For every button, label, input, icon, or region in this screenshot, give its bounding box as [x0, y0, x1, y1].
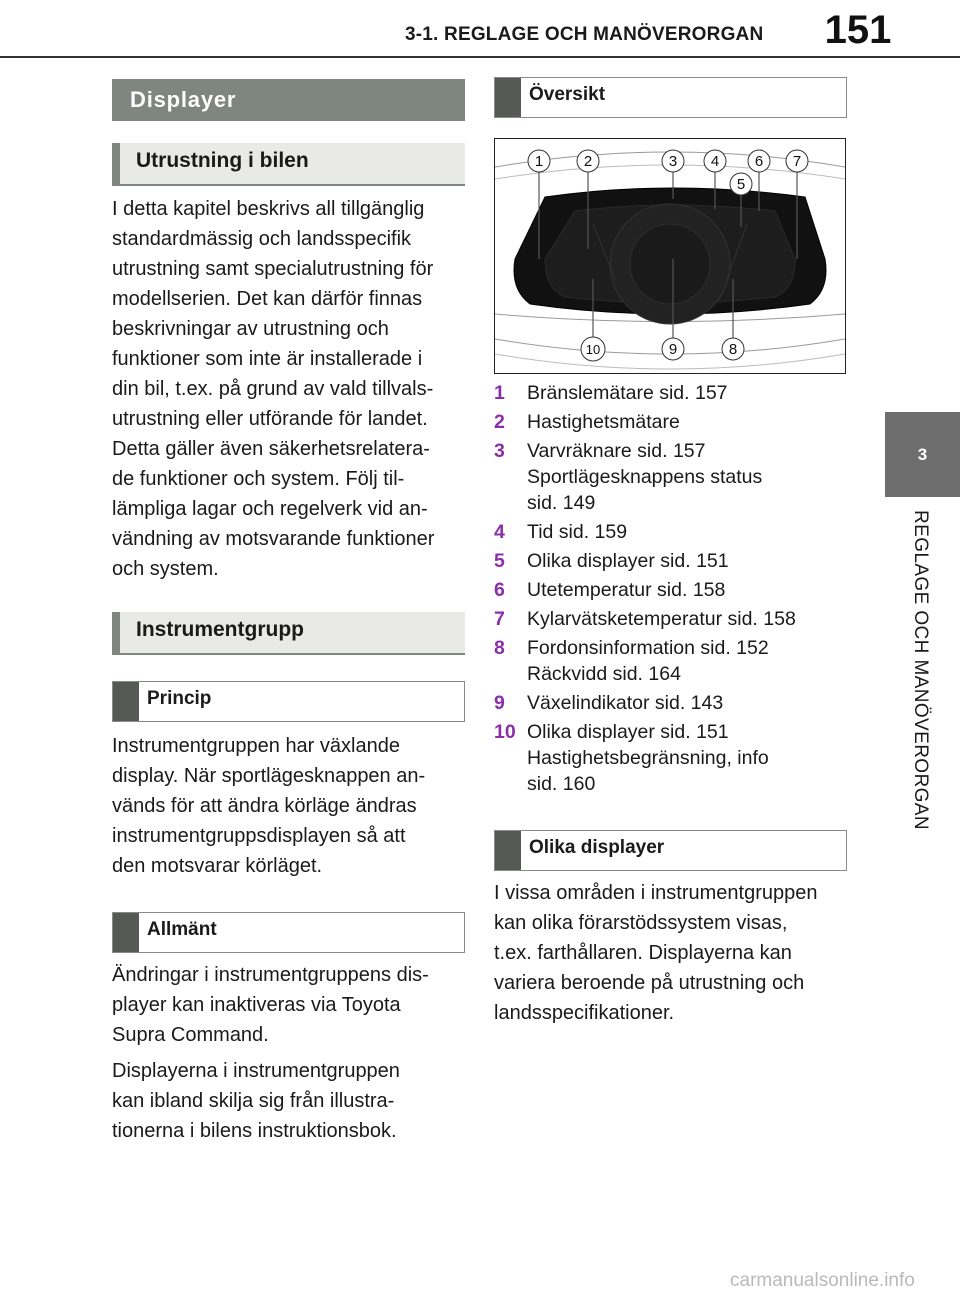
legend-item — [494, 606, 854, 632]
legend-line: Utetemperatur sid. 158 — [527, 579, 726, 601]
text-line: instrumentgruppsdisplayen så att — [112, 825, 406, 847]
legend-item — [494, 438, 854, 516]
text-line: modellserien. Det kan därför finnas — [112, 288, 423, 310]
text-line: din bil, t.ex. på grund av vald tillvals- — [112, 378, 434, 400]
heading-principle — [112, 681, 465, 722]
legend-number: 4 — [494, 521, 505, 543]
various-displays-paragraph — [494, 878, 854, 1028]
legend-line: Kylarvätsketemperatur sid. 158 — [527, 608, 796, 630]
legend-text — [527, 438, 762, 516]
chapter-tab: 3 — [885, 412, 960, 497]
text-line: beskrivningar av utrustning och — [112, 318, 389, 340]
header-divider — [0, 56, 960, 58]
legend-line: sid. 160 — [527, 773, 596, 795]
legend-line: Varvräknare sid. 157 — [527, 440, 706, 462]
legend-text — [527, 635, 769, 687]
legend-number: 6 — [494, 579, 505, 601]
callout-10: 10 — [585, 342, 601, 357]
heading-various-displays — [494, 830, 847, 871]
text-line: player kan inaktiveras via Toyota — [112, 994, 401, 1016]
legend-text — [527, 690, 723, 716]
legend-text — [527, 519, 627, 545]
legend-line: Bränslemätare sid. 157 — [527, 382, 728, 404]
text-line: Ändringar i instrumentgruppens dis- — [112, 964, 429, 986]
text-line: den motsvarar körläget. — [112, 855, 323, 877]
legend-number: 5 — [494, 550, 505, 572]
legend-item — [494, 548, 854, 574]
legend-line: Hastighetsbegränsning, info — [527, 747, 769, 769]
principle-paragraph — [112, 731, 472, 881]
text-line: kan olika förarstödssystem visas, — [494, 912, 788, 934]
legend-line: Sportlägesknappens status — [527, 466, 763, 488]
legend-text — [527, 380, 728, 406]
legend-number: 2 — [494, 411, 505, 433]
legend-text — [527, 606, 796, 632]
text-line: standardmässig och landsspecifik — [112, 228, 412, 250]
running-header: 3-1. REGLAGE OCH MANÖVERORGAN — [405, 24, 764, 45]
text-line: Supra Command. — [112, 1024, 269, 1046]
legend-line: sid. 149 — [527, 492, 596, 514]
callout-7: 7 — [792, 153, 802, 170]
legend-line: Fordonsinformation sid. 152 — [527, 637, 769, 659]
legend-text — [527, 719, 769, 797]
text-line: Detta gäller även säkerhetsrelatera- — [112, 438, 430, 460]
text-line: vändning av motsvarande funktioner — [112, 528, 435, 550]
heading-various-displays-label: Olika displayer — [529, 837, 665, 858]
text-line: funktioner som inte är installerade i — [112, 348, 423, 370]
legend-item — [494, 690, 854, 716]
heading-overview — [494, 77, 847, 118]
heading-equipment: Utrustning i bilen — [112, 143, 465, 186]
callout-3: 3 — [668, 153, 678, 170]
text-line: lämpliga lagar och regelverk vid an- — [112, 498, 428, 520]
chapter-title-vertical: REGLAGE OCH MANÖVERORGAN — [910, 510, 931, 830]
text-line: variera beroende på utrustning och — [494, 972, 805, 994]
text-line: Instrumentgruppen har växlande — [112, 735, 400, 757]
text-line: de funktioner och system. Följ til- — [112, 468, 405, 490]
text-line: vänds för att ändra körläge ändras — [112, 795, 417, 817]
callout-5: 5 — [736, 176, 746, 193]
heading-stripe — [495, 78, 521, 117]
legend-item — [494, 719, 854, 797]
legend-line: Olika displayer sid. 151 — [527, 721, 729, 743]
text-line: och system. — [112, 558, 219, 580]
equipment-paragraph — [112, 194, 472, 584]
callout-9: 9 — [668, 341, 678, 358]
legend-number: 1 — [494, 382, 505, 404]
legend-number: 3 — [494, 440, 505, 462]
heading-principle-label: Princip — [147, 688, 212, 709]
text-line: display. När sportlägesknappen an- — [112, 765, 426, 787]
legend-line: Hastighetsmätare — [527, 411, 680, 433]
overview-legend — [494, 380, 854, 800]
legend-line: Olika displayer sid. 151 — [527, 550, 729, 572]
legend-line: Växelindikator sid. 143 — [527, 692, 724, 714]
legend-number: 7 — [494, 608, 505, 630]
text-line: t.ex. farthållaren. Displayerna kan — [494, 942, 792, 964]
legend-item — [494, 409, 854, 435]
text-line: utrustning samt specialutrustning för — [112, 258, 434, 280]
heading-instrument-cluster: Instrumentgrupp — [112, 612, 465, 655]
legend-item — [494, 577, 854, 603]
text-line: I vissa områden i instrumentgruppen — [494, 882, 818, 904]
watermark: carmanualsonline.info — [730, 1270, 915, 1291]
callout-1: 1 — [534, 153, 544, 170]
legend-number: 8 — [494, 637, 505, 659]
legend-item — [494, 380, 854, 406]
legend-item — [494, 635, 854, 687]
legend-number: 10 — [494, 721, 516, 743]
legend-line: Tid sid. 159 — [527, 521, 628, 543]
text-line: Displayerna i instrumentgruppen — [112, 1060, 400, 1082]
heading-general — [112, 912, 465, 953]
heading-stripe — [113, 913, 139, 952]
heading-displays: Displayer — [112, 79, 465, 121]
legend-text — [527, 548, 729, 574]
callout-8: 8 — [728, 341, 738, 358]
legend-number: 9 — [494, 692, 505, 714]
legend-item — [494, 519, 854, 545]
instrument-cluster-illustration — [494, 138, 846, 374]
text-line: kan ibland skilja sig från illustra- — [112, 1090, 395, 1112]
text-line: tionerna i bilens instruktionsbok. — [112, 1120, 397, 1142]
page-number: 151 — [824, 8, 892, 52]
cluster-drawing — [495, 139, 845, 373]
heading-stripe — [113, 682, 139, 721]
heading-overview-label: Översikt — [529, 84, 606, 105]
heading-general-label: Allmänt — [147, 919, 217, 940]
heading-stripe — [495, 831, 521, 870]
text-line: utrustning eller utförande för landet. — [112, 408, 428, 430]
general-paragraph-1 — [112, 960, 472, 1050]
callout-4: 4 — [710, 153, 720, 170]
text-line: landsspecifikationer. — [494, 1002, 675, 1024]
legend-line: Räckvidd sid. 164 — [527, 663, 681, 685]
text-line: I detta kapitel beskrivs all tillgänglig — [112, 198, 425, 220]
general-paragraph-2 — [112, 1056, 472, 1146]
callout-6: 6 — [754, 153, 764, 170]
callout-2: 2 — [583, 153, 593, 170]
legend-text — [527, 409, 680, 435]
legend-text — [527, 577, 725, 603]
